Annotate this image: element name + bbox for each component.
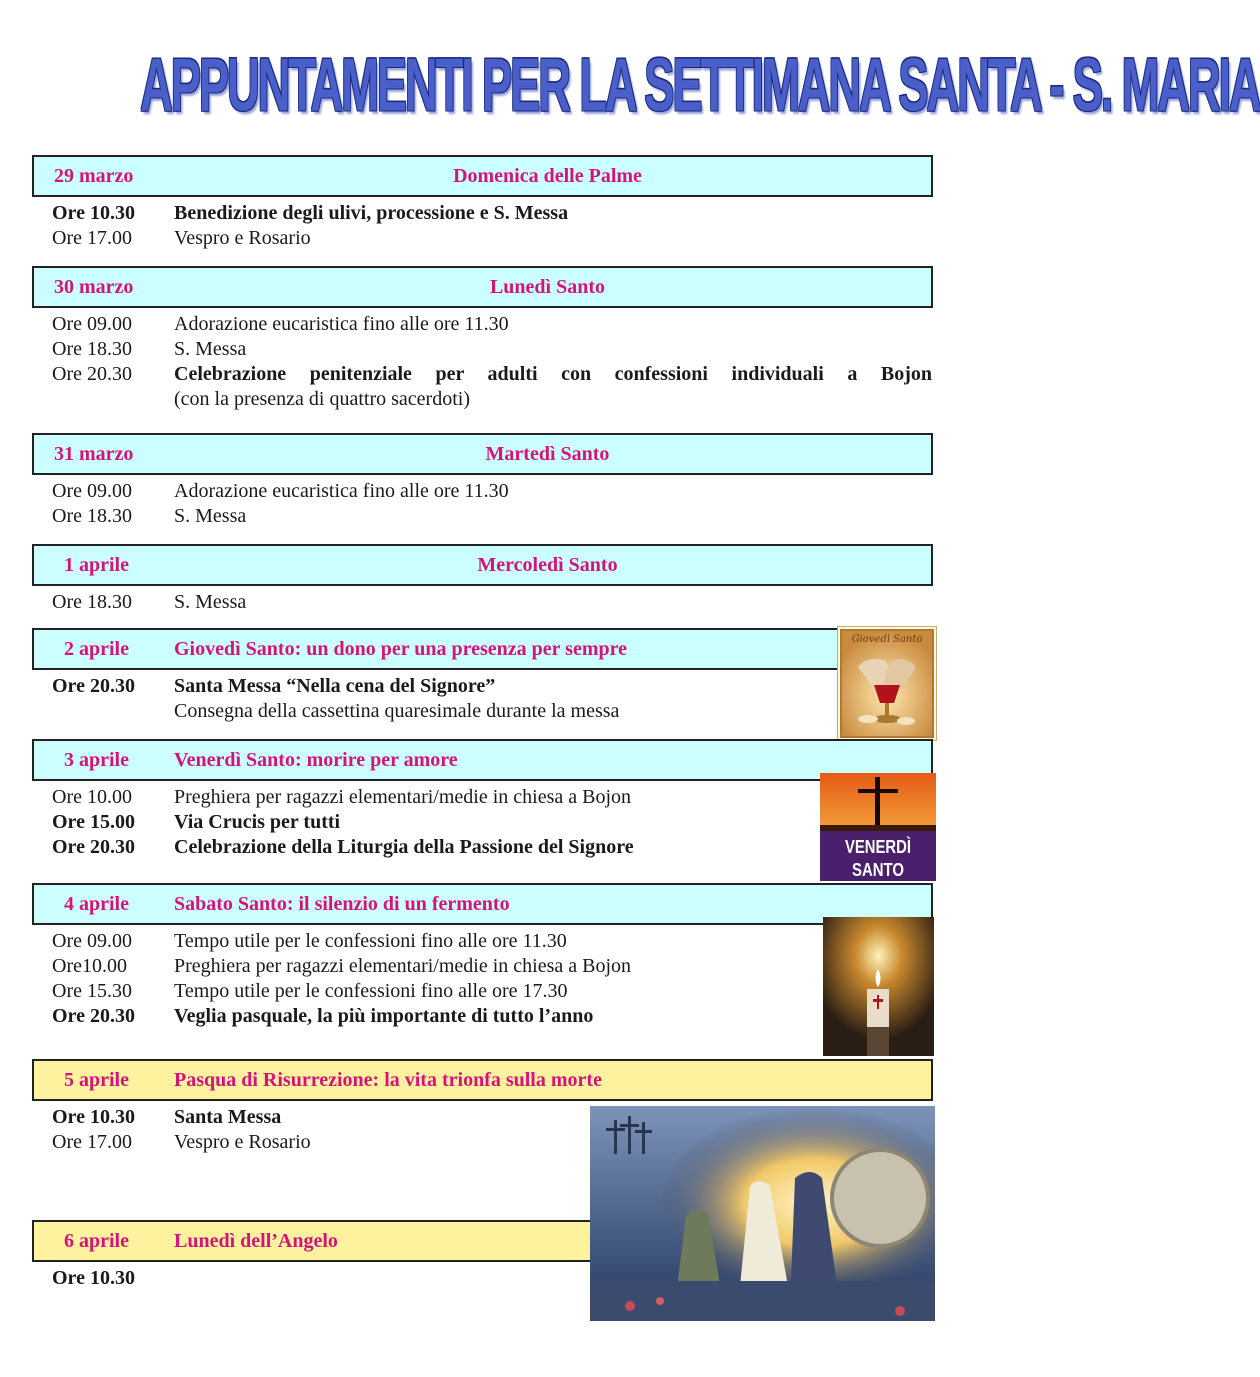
day-date: 5 aprile bbox=[64, 1069, 129, 1091]
day-name: Giovedì Santo: un dono per una presenza per sempre bbox=[174, 638, 628, 660]
day-date: 6 aprile bbox=[64, 1230, 129, 1252]
event-description: S. Messa bbox=[174, 338, 247, 360]
page-title: APPUNTAMENTI PER LA SETTIMANA SANTA - S. MARIA bbox=[140, 42, 1260, 127]
event-time: Ore 10.00 bbox=[52, 786, 132, 808]
day-header-29-marzo bbox=[32, 155, 933, 197]
event-description: S. Messa bbox=[174, 591, 247, 613]
day-name: Mercoledì Santo bbox=[477, 554, 618, 576]
chalice-illustration bbox=[838, 627, 936, 740]
event-description: Adorazione eucaristica fino alle ore 11.30 bbox=[174, 480, 509, 502]
cross-icon bbox=[875, 777, 880, 831]
day-name: Domenica delle Palme bbox=[453, 165, 642, 187]
day-date: 30 marzo bbox=[54, 276, 134, 298]
event-time: Ore10.00 bbox=[52, 955, 127, 977]
event-description: Via Crucis per tutti bbox=[174, 811, 341, 833]
event-time: Ore 20.30 bbox=[52, 363, 132, 385]
event-time: Ore 20.30 bbox=[52, 675, 135, 697]
day-name: Pasqua di Risurrezione: la vita trionfa sulla morte bbox=[174, 1069, 602, 1091]
event-time: Ore 20.30 bbox=[52, 1005, 135, 1027]
event-description: Adorazione eucaristica fino alle ore 11.30 bbox=[174, 313, 509, 335]
day-header-1-aprile bbox=[32, 544, 933, 586]
day-header-31-marzo bbox=[32, 433, 933, 475]
candle-image bbox=[823, 917, 934, 1056]
day-header-2-aprile bbox=[32, 628, 852, 670]
event-description: Preghiera per ragazzi elementari/medie in chiesa a Bojon bbox=[174, 786, 632, 808]
event-description: Celebrazione penitenziale per adulti con confessioni individuali a Bojon bbox=[174, 363, 932, 385]
day-name: Lunedì dell’Angelo bbox=[174, 1230, 338, 1252]
event-description: S. Messa bbox=[174, 505, 247, 527]
event-description: Tempo utile per le confessioni fino alle ore 17.30 bbox=[174, 980, 568, 1002]
day-date: 31 marzo bbox=[54, 443, 134, 465]
day-date: 29 marzo bbox=[54, 165, 134, 187]
event-time: Ore 17.00 bbox=[52, 1131, 132, 1153]
day-name: Martedì Santo bbox=[485, 443, 610, 465]
event-description-note: (con la presenza di quattro sacerdoti) bbox=[174, 388, 470, 410]
event-time: Ore 09.00 bbox=[52, 313, 132, 335]
day-date: 3 aprile bbox=[64, 749, 129, 771]
event-description: Veglia pasquale, la più importante di tutto l’anno bbox=[174, 1005, 594, 1027]
resurrection-image bbox=[590, 1106, 935, 1321]
day-date: 1 aprile bbox=[64, 554, 129, 576]
event-description: Benedizione degli ulivi, processione e S. Messa bbox=[174, 202, 569, 224]
day-name: Sabato Santo: il silenzio di un fermento bbox=[174, 893, 510, 915]
event-time: Ore 09.00 bbox=[52, 930, 132, 952]
event-time: Ore 10.30 bbox=[52, 1106, 135, 1128]
event-time: Ore 10.30 bbox=[52, 1267, 135, 1289]
event-time: Ore 18.30 bbox=[52, 591, 132, 613]
image-caption-line-1: VENERDÌ bbox=[845, 837, 926, 857]
day-header-30-marzo bbox=[32, 266, 933, 308]
day-name: Lunedì Santo bbox=[489, 276, 606, 298]
day-date: 2 aprile bbox=[64, 638, 129, 660]
event-description: Santa Messa “Nella cena del Signore” bbox=[174, 675, 496, 697]
event-description: Tempo utile per le confessioni fino alle ore 11.30 bbox=[174, 930, 567, 952]
event-time: Ore 20.30 bbox=[52, 836, 135, 858]
event-time: Ore 18.30 bbox=[52, 338, 132, 360]
day-header-5-aprile bbox=[32, 1059, 933, 1101]
image-caption-line-2: SANTO bbox=[852, 860, 904, 880]
event-time: Ore 10.30 bbox=[52, 202, 135, 224]
event-time: Ore 17.00 bbox=[52, 227, 132, 249]
event-description: Preghiera per ragazzi elementari/medie in chiesa a Bojon bbox=[174, 955, 632, 977]
event-time: Ore 15.30 bbox=[52, 980, 132, 1002]
event-description: Santa Messa bbox=[174, 1106, 282, 1128]
day-date: 4 aprile bbox=[64, 893, 129, 915]
event-description: Vespro e Rosario bbox=[174, 227, 311, 249]
event-time: Ore 09.00 bbox=[52, 480, 132, 502]
event-description: Vespro e Rosario bbox=[174, 1131, 311, 1153]
day-name: Venerdì Santo: morire per amore bbox=[174, 749, 458, 771]
event-time: Ore 18.30 bbox=[52, 505, 132, 527]
event-description: Celebrazione della Liturgia della Passione del Signore bbox=[174, 836, 634, 858]
event-description-note: Consegna della cassettina quaresimale durante la messa bbox=[174, 700, 620, 722]
day-header-6-aprile bbox=[32, 1220, 592, 1262]
giovedi-santo-image bbox=[837, 626, 937, 741]
image-caption: Giovedì Santo bbox=[851, 634, 923, 645]
day-header-4-aprile bbox=[32, 883, 933, 925]
event-time: Ore 15.00 bbox=[52, 811, 135, 833]
venerdi-santo-image bbox=[820, 773, 936, 881]
day-header-3-aprile bbox=[32, 739, 933, 781]
